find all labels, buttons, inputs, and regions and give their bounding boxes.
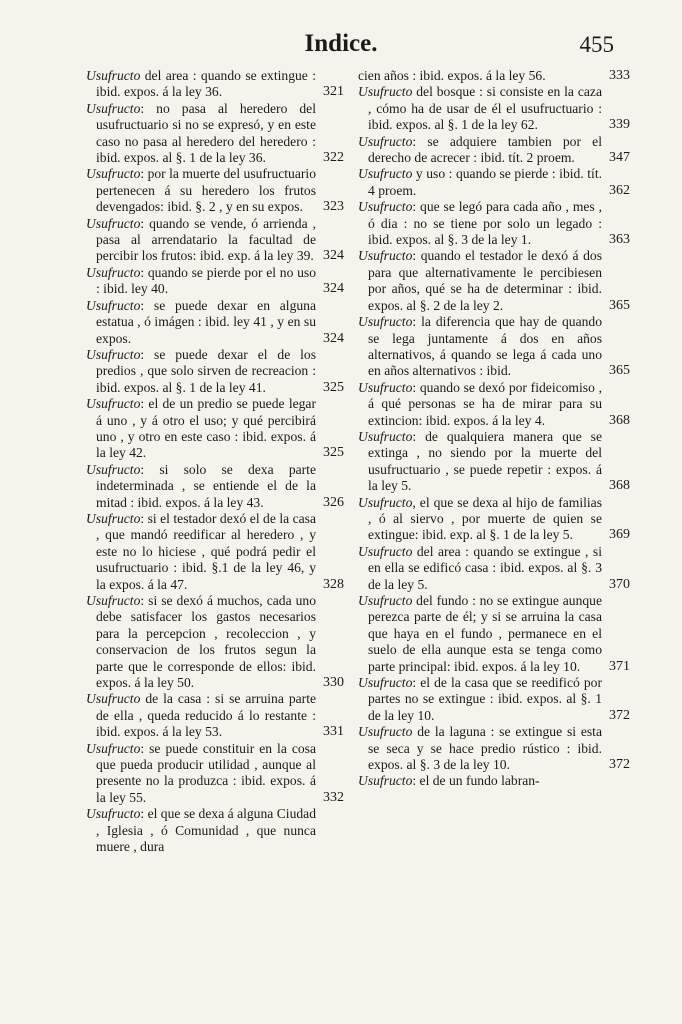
entry-keyword: Usufructo xyxy=(358,428,413,444)
entry-keyword: Usufructo xyxy=(86,691,141,707)
entry-text: y uso : quando se pierde : ibid. tít. 4 proem. xyxy=(368,166,602,198)
entry-page-ref: 333 xyxy=(609,68,630,83)
entry-keyword: Usufructo xyxy=(86,166,141,182)
entry-keyword: Usufructo xyxy=(86,461,141,477)
index-entry xyxy=(358,593,630,675)
index-entry xyxy=(358,429,630,495)
entry-page-ref: 331 xyxy=(323,724,344,740)
entry-page-ref: 365 xyxy=(609,297,630,313)
entry-text: : se puede dexar el de los predios , que solo sirven de recreacion : ibid. expos. al §. 1 de la ley 41. xyxy=(96,346,316,395)
entry-text: de la laguna : se extingue si esta se seca y se hace predio rústico : ibid. expos. al §. 3 de la ley 10. xyxy=(368,724,602,773)
entry-keyword: Usufructo xyxy=(86,297,141,313)
entry-page-ref: 322 xyxy=(323,150,344,166)
entry-page-ref: 368 xyxy=(609,412,630,428)
index-entry xyxy=(358,68,630,84)
entry-keyword: Usufructo xyxy=(86,346,141,362)
index-entry xyxy=(86,298,344,347)
entry-keyword: Usufructo xyxy=(86,264,141,280)
entry-page-ref: 324 xyxy=(323,248,344,264)
entry-keyword: Usufructo xyxy=(86,740,141,756)
index-entry xyxy=(86,347,344,396)
index-entry xyxy=(358,84,630,133)
page-number: 455 xyxy=(579,32,614,57)
entry-text: : por la muerte del usufructuario pertenecen á su heredero los frutos devengados: ibid. §. 2 , y en su expos. xyxy=(96,166,316,215)
entry-page-ref: 323 xyxy=(323,199,344,215)
index-entry xyxy=(86,741,344,807)
entry-page-ref: 347 xyxy=(609,150,630,166)
entry-keyword: Usufructo xyxy=(86,806,141,822)
entry-page-ref: 372 xyxy=(609,757,630,773)
index-entry xyxy=(358,248,630,314)
index-entry xyxy=(358,724,630,773)
entry-keyword: Usufructo xyxy=(358,133,413,149)
index-entry xyxy=(358,199,630,248)
entry-text: , el que se dexa al hijo de familias , ó al siervo , por muerte de quien se extingue: ibid. exp. al §. 1 de la ley 5. xyxy=(368,494,602,543)
entry-keyword: Usufructo xyxy=(86,68,141,83)
entry-page-ref: 371 xyxy=(609,658,630,674)
entry-text: : el que se dexa á alguna Ciudad , Iglesia , ó Comunidad , que nunca muere , dura xyxy=(96,806,316,855)
entry-text: : si el testador dexó el de la casa , que mandó reedificar al heredero , y este no lo hiciese , qué podrá pedir el usufructuario : ibid. §.1 de la ley 46, y la expos. á la 47. xyxy=(96,510,316,592)
entry-keyword: Usufructo xyxy=(86,510,141,526)
index-entry xyxy=(358,495,630,544)
entry-text: : de qualquiera manera que se extinga , no siendo por la muerte del usufructuario , se puede repetir : expos. á la ley 5. xyxy=(368,428,602,494)
index-entry xyxy=(86,593,344,691)
entry-text: : si se dexó á muchos, cada uno debe satisfacer los gastos necesarios para la percepcion , recoleccion , y conservacion de los frutos segun la parte que le corresponde de ellos: ibid. expos. á la ley 50. xyxy=(96,593,316,691)
entry-page-ref: 321 xyxy=(323,84,344,100)
index-entry xyxy=(358,675,630,724)
entry-text: de la casa : si se arruina parte de ella , queda reducido á lo restante : ibid. expos. á la ley 53. xyxy=(96,691,316,740)
entry-text: del area : quando se extingue , si en ella se edificó casa : ibid. expos. al §. 3 de la ley 5. xyxy=(368,543,602,592)
index-entry xyxy=(86,101,344,167)
entry-keyword: Usufructo xyxy=(358,773,413,789)
index-entry xyxy=(358,134,630,167)
entry-keyword: Usufructo xyxy=(358,724,413,740)
entry-text: : el de un fundo labran- xyxy=(412,773,540,789)
index-entry xyxy=(358,544,630,593)
entry-keyword: Usufructo xyxy=(358,199,413,215)
entry-page-ref: 365 xyxy=(609,363,630,379)
entry-page-ref: 362 xyxy=(609,182,630,198)
index-entry xyxy=(358,314,630,380)
entry-keyword: Usufructo xyxy=(86,215,141,231)
entry-keyword: Usufructo xyxy=(358,675,413,691)
index-entry xyxy=(86,691,344,740)
entry-text: : se puede dexar en alguna estatua , ó imágen : ibid. ley 41 , y en su expos. xyxy=(96,297,316,346)
entry-keyword: Usufructo xyxy=(358,166,413,182)
entry-keyword: Usufructo xyxy=(86,396,141,412)
entry-text: : que se legó para cada año , mes , ó dia : no se tiene por solo un legado : ibid. expos. al §. 3 de la ley 1. xyxy=(368,199,602,248)
entry-page-ref: 324 xyxy=(323,281,344,297)
entry-text: del area : quando se extingue : ibid. expos. á la ley 36. xyxy=(96,68,316,100)
index-entry xyxy=(358,166,630,199)
entry-page-ref: 339 xyxy=(609,117,630,133)
entry-text: : quando se dexó por fideicomiso , á qué personas se ha de mirar para su extincion: ibid. expos. á la ley 4. xyxy=(368,379,602,428)
entry-page-ref: 328 xyxy=(323,576,344,592)
index-entry xyxy=(86,265,344,298)
entry-text: : el de la casa que se reedificó por partes no se extingue : ibid. expos. al §. 1 de la ley 10. xyxy=(368,675,602,723)
index-entry xyxy=(358,380,630,429)
entry-keyword: Usufructo xyxy=(86,100,141,116)
entry-page-ref: 372 xyxy=(609,707,630,723)
index-entry xyxy=(86,216,344,265)
entry-page-ref: 330 xyxy=(323,675,344,691)
index-entry xyxy=(358,773,630,789)
entry-text: cien años : ibid. expos. á la ley 56. xyxy=(358,68,546,83)
entry-keyword: Usufructo xyxy=(358,593,413,608)
entry-page-ref: 368 xyxy=(609,478,630,494)
page-title: Indice. xyxy=(304,30,378,57)
entry-page-ref: 325 xyxy=(323,445,344,461)
entry-text: : el de un predio se puede legar á uno , y á otro el uso; y qué percibirá uno , y otro en este caso : ibid. expos. á la ley 42. xyxy=(96,396,316,461)
entry-page-ref: 370 xyxy=(609,576,630,592)
entry-keyword: Usufructo xyxy=(358,494,413,510)
index-entry xyxy=(86,462,344,511)
page-header xyxy=(0,30,682,70)
entry-keyword: Usufructo xyxy=(358,379,413,395)
entry-keyword: Usufructo xyxy=(358,248,413,264)
entry-keyword: Usufructo xyxy=(86,593,141,608)
index-entry xyxy=(86,166,344,215)
entry-text: : quando el testador le dexó á dos para que alternativamente le percibiesen por años, qué se ha de determinar : ibid. expos. al §. 2 de la ley 2. xyxy=(368,248,602,313)
entry-text: : se puede constituir en la cosa que pueda producir utilidad , aunque al presente no la produzca : ibid. expos. á la ley 55. xyxy=(96,740,316,805)
index-column-right xyxy=(358,68,630,790)
entry-page-ref: 326 xyxy=(323,494,344,510)
entry-text: : quando se vende, ó arrienda , pasa al arrendatario la facultad de percibir los frutos: ibid. exp. á la ley 39. xyxy=(96,215,316,264)
entry-text: del bosque : si consiste en la caza , cómo ha de usar de él el usufructuario : ibid. expos. al §. 1 de la ley 62. xyxy=(368,84,602,133)
index-entry xyxy=(86,68,344,101)
entry-keyword: Usufructo xyxy=(358,84,413,100)
entry-text: : no pasa al heredero del usufructuario si no se expresó, y en este caso no pasa al heredero del heredero : ibid. expos. al §. 1 de la ley 36. xyxy=(96,100,316,166)
entry-keyword: Usufructo xyxy=(358,314,413,330)
entry-page-ref: 324 xyxy=(323,330,344,346)
index-entry xyxy=(86,806,344,855)
entry-text: : quando se pierde por el no uso : ibid. ley 40. xyxy=(96,264,316,297)
entry-page-ref: 325 xyxy=(323,379,344,395)
entry-text: del fundo : no se extingue aunque perezca parte de él; y si se arruina la casa que haya en el fundo , permanece en el suelo de ella aunque esta se tenga como parte principal: ibid. expos. á la ley 10. xyxy=(368,593,602,674)
index-entry xyxy=(86,511,344,593)
index-column-left xyxy=(86,68,344,856)
entry-text: : la diferencia que hay de quando se lega juntamente á dos en años alternativos, á quando se lega á cada uno en años alternativos : ibid. xyxy=(368,314,602,379)
entry-page-ref: 332 xyxy=(323,789,344,805)
entry-text: : si solo se dexa parte indeterminada , se entiende el de la mitad : ibid. expos. á la ley 43. xyxy=(96,461,316,510)
entry-keyword: Usufructo xyxy=(358,543,413,559)
index-entry xyxy=(86,396,344,462)
entry-page-ref: 369 xyxy=(609,527,630,543)
entry-text: : se adquiere tambien por el derecho de acrecer : ibid. tít. 2 proem. xyxy=(368,133,602,166)
entry-page-ref: 363 xyxy=(609,232,630,248)
